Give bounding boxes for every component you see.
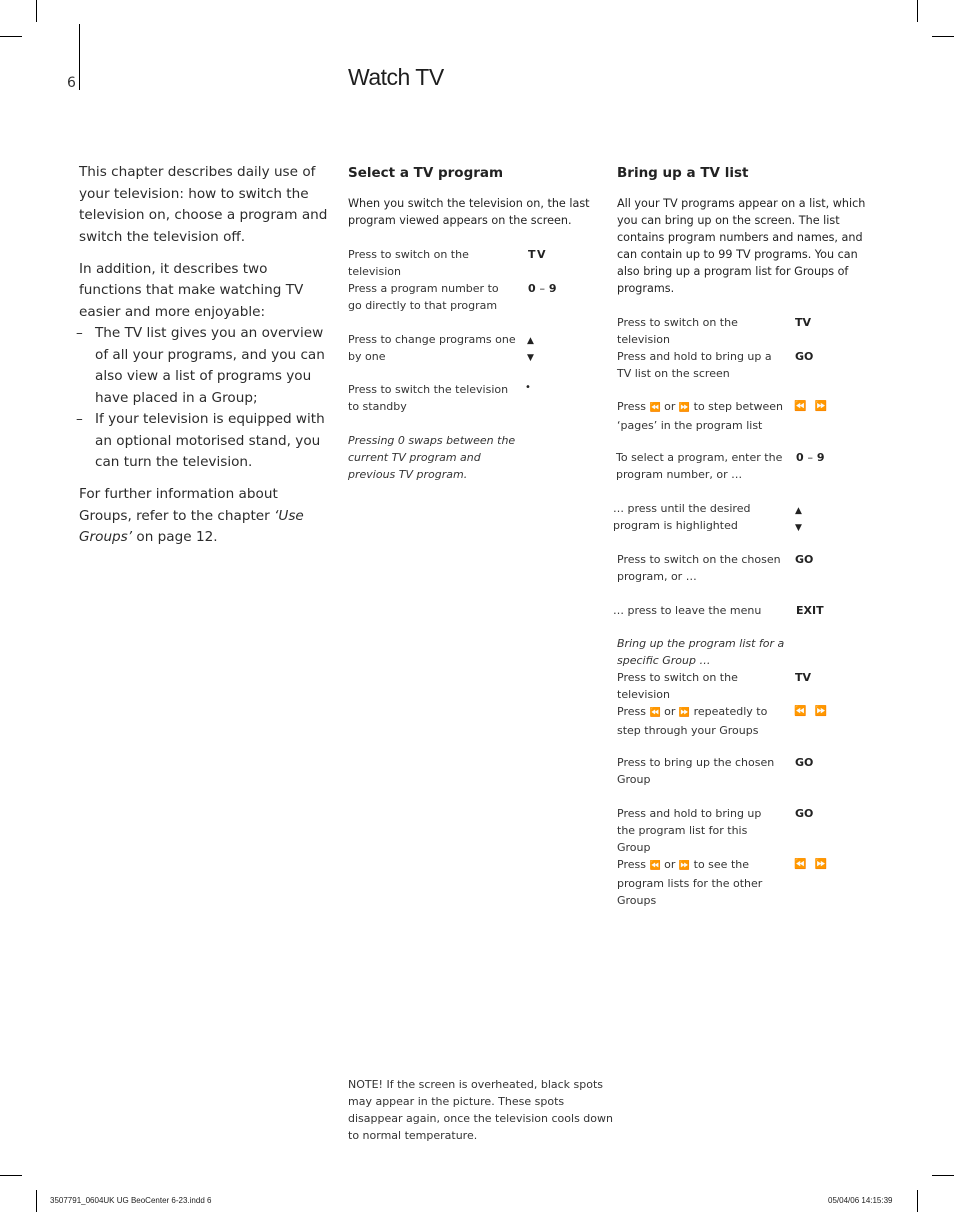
step-text: Press to switch on the television [348,248,469,278]
key-go: GO [795,756,814,769]
crop-mark [0,1175,22,1176]
text: Press [617,858,650,871]
page-number: 6 [67,75,76,91]
key-tv: TV [528,248,548,261]
chapter-reference: ‘Use Groups’ [79,507,304,545]
list-item-text: If your television is equipped with an optional motorised stand, you can turn the television. [95,411,325,470]
step-text: … press until the desired program is highlighted [613,502,751,532]
rewind-icon: ⏪ [649,861,661,871]
range-dash: – [539,282,545,295]
key-digits [528,280,557,297]
step-text [617,856,789,909]
text: to step between ‘pages’ in the program list [617,400,784,432]
page-title: Watch TV [348,64,444,90]
crop-mark [932,1175,954,1176]
arrow-down-icon: ▼ [527,353,534,363]
intro-paragraph [79,484,329,549]
crop-mark [917,0,918,22]
text: on page 12. [132,529,218,545]
skip-keys [794,856,835,873]
text: repeatedly to step through your Groups [617,705,768,737]
crop-mark [36,1190,37,1212]
fast-forward-icon: ⏩ [814,401,835,412]
key-0: 0 [528,282,536,295]
step-text: Press and hold to bring up a TV list on the screen [617,350,772,380]
section-intro: When you switch the television on, the last program viewed appears on the screen. [348,197,590,227]
section-heading-tv-list: Bring up a TV list [617,165,749,181]
list-item [76,323,329,409]
step-text: Press to switch the television to standby [348,383,509,413]
text: For further information about Groups, refer to the chapter [79,486,278,524]
standby-dot-icon: • [525,382,531,393]
section-heading-select-program: Select a TV program [348,165,504,181]
key-digits [796,449,825,466]
overheat-note: NOTE! If the screen is overheated, black spots may appear in the picture. These spots disappear again, once the television cools down to normal temperature. [348,1078,613,1142]
text: Press [617,400,650,413]
key-go: GO [795,553,814,566]
group-subheading: Bring up the program list for a specific Group … [617,637,785,667]
step-text [617,703,787,739]
intro-column [76,162,329,559]
fast-forward-icon: ⏩ [678,403,691,413]
arrow-up-icon: ▲ [795,506,802,516]
key-0: 0 [796,451,804,464]
step-text: Press to switch on the television [617,671,738,701]
step-text: … press to leave the menu [613,604,762,617]
step-text: Press to bring up the chosen Group [617,756,775,786]
step-text [617,398,787,434]
crop-mark [917,1190,918,1212]
text: to see the program lists for the other Groups [617,858,763,907]
step-text: Press to change programs one by one [348,333,516,363]
skip-keys [794,398,835,415]
key-tv: TV [795,316,812,329]
rewind-icon: ⏪ [794,706,815,717]
step-text: Press and hold to bring up the program list for this Group [617,807,762,854]
key-9: 9 [816,451,825,464]
crop-mark [932,36,954,37]
footer-timestamp: 05/04/06 14:15:39 [828,1196,893,1205]
key-tv: TV [795,671,812,684]
dash-marker: – [76,325,83,341]
dash-marker: – [76,411,83,427]
text: or [660,858,679,871]
arrow-up-icon: ▲ [527,336,534,346]
fast-forward-icon: ⏩ [678,861,691,871]
crop-mark [0,36,22,37]
list-item-text: The TV list gives you an overview of all your programs, and you can also view a list of programs you have placed in a Group; [95,325,325,406]
step-text: Press a program number to go directly to that program [348,282,499,312]
rewind-icon: ⏪ [649,403,661,413]
bullet-list [76,323,329,474]
page-number-rule [79,24,80,90]
section-intro: All your TV programs appear on a list, which you can bring up on the screen. The list contains program numbers and names, and can contain up to 99 TV programs. You can also bring up a program list for Groups of programs. [617,197,866,295]
key-go: GO [795,807,814,820]
fast-forward-icon: ⏩ [814,706,835,717]
rewind-icon: ⏪ [794,859,815,870]
intro-paragraph: This chapter describes daily use of your television: how to switch the television on, choose a program and switch the television off. [79,164,328,245]
rewind-icon: ⏪ [794,401,815,412]
step-note: Pressing 0 swaps between the current TV program and previous TV program. [348,434,516,481]
arrow-down-icon: ▼ [795,523,802,533]
list-item [76,409,329,474]
text: or [660,400,679,413]
step-text: Press to switch on the television [617,316,738,346]
intro-paragraph: In addition, it describes two functions that make watching TV easier and more enjoyable: [79,260,304,320]
text: Press [617,705,650,718]
key-9: 9 [548,282,557,295]
step-text: To select a program, enter the program number, or … [616,451,783,481]
fast-forward-icon: ⏩ [678,708,691,718]
key-go: GO [795,350,814,363]
key-exit: EXIT [796,604,824,617]
crop-mark [36,0,37,22]
step-text: Press to switch on the chosen program, or … [617,553,781,583]
footer-filename: 3507791_0604UK UG BeoCenter 6-23.indd 6 [50,1196,212,1205]
rewind-icon: ⏪ [649,708,661,718]
range-dash: – [807,451,813,464]
text: or [660,705,679,718]
fast-forward-icon: ⏩ [814,859,835,870]
skip-keys [794,703,835,720]
